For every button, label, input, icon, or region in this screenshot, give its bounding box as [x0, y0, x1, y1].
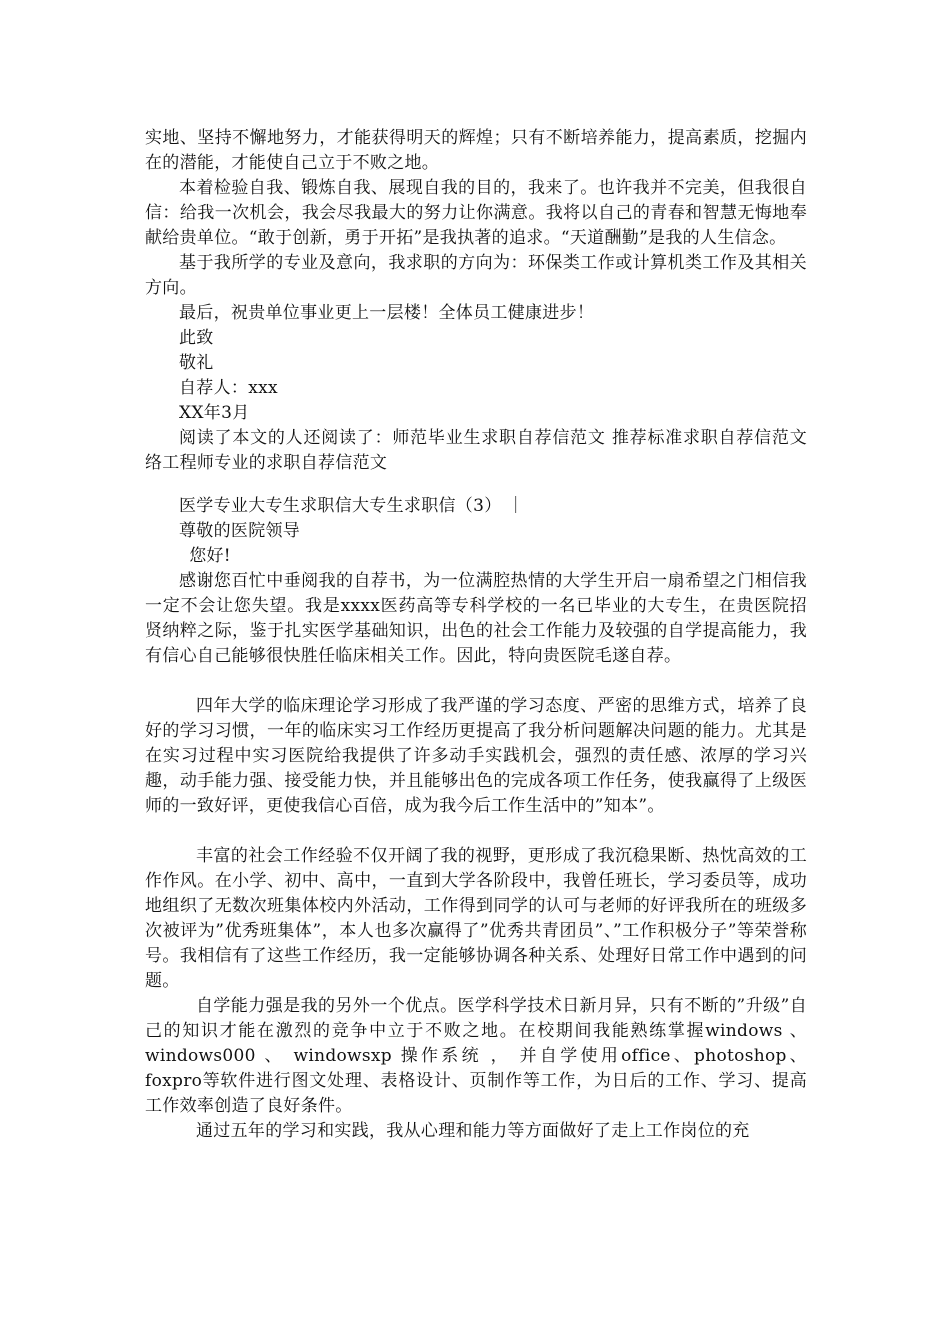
section-title: 医学专业大专生求职信大专生求职信（3） ｜ [179, 496, 525, 516]
paragraph-self-learning: 自学能力强是我的另外一个优点。医学科学技术日新月异，只有不断的”升级”自己的知识才能在激烈的竞争中立于不败之地。在校期间我能熟练掌握windows 、 windows000 、 windowsxp 操作系统 ， 并自学使用office、photoshop、foxpro等软件进行图文处理、表格设计、页制作等工作，为日后的工作、学习、提高工作效率创造了良好条件。 [145, 996, 807, 1116]
date-line: XX年3月 [179, 403, 250, 423]
spacer [145, 476, 807, 494]
document-body [145, 126, 825, 1144]
closing-salutation: 此致 [179, 328, 214, 348]
paragraph-social-work: 丰富的社会工作经验不仅开阔了我的视野，更形成了我沉稳果断、热忱高效的工作作风。在小学、初中、高中，一直到大学各阶段中，我曾任班长，学习委员等，成功地组织了无数次班集体校内外活动，工作得到同学的认可与老师的好评我所在的班级多次被评为”优秀班集体”，本人也多次赢得了”优秀共青团员”、”工作积极分子”等荣誉称号。我相信有了这些工作经历，我一定能够协调各种关系、处理好日常工作中遇到的问题。 [145, 846, 807, 991]
letter-hello: 您好! [189, 546, 231, 566]
paragraph-conclusion: 通过五年的学习和实践，我从心理和能力等方面做好了走上工作岗位的充 [196, 1121, 750, 1141]
spacer [145, 669, 807, 694]
paragraph-purpose: 本着检验自我、锻炼自我、展现自我的目的，我来了。也许我并不完美，但我很自信：给我一次机会，我会尽我最大的努力让你满意。我将以自己的青春和智慧无悔地奉献给贵单位。“敢于创新，勇于开拓”是我执著的追求。“天道酬勤”是我的人生信念。 [145, 178, 807, 248]
paragraph-continuation: 实地、坚持不懈地努力，才能获得明天的辉煌；只有不断培养能力，提高素质，挖掘内在的潜能，才能使自己立于不败之地。 [145, 128, 807, 173]
paragraph-introduction: 感谢您百忙中垂阅我的自荐书，为一位满腔热情的大学生开启一扇希望之门相信我一定不会让您失望。我是xxxx医药高等专科学校的一名已毕业的大专生，在贵医院招贤纳粹之际，鉴于扎实医学基础知识，出色的社会工作能力及较强的自学提高能力，我有信心自己能够很快胜任临床相关工作。因此，特向贵医院毛遂自荐。 [145, 571, 807, 666]
related-articles: 阅读了本文的人还阅读了：师范毕业生求职自荐信范文 推荐标准求职自荐信范文 络工程师专业的求职自荐信范文 [145, 428, 825, 473]
paragraph-closing-wish: 最后，祝贵单位事业更上一层楼！全体员工健康进步！ [179, 303, 595, 323]
closing-regards: 敬礼 [179, 353, 214, 373]
paragraph-study: 四年大学的临床理论学习形成了我严谨的学习态度、严密的思维方式，培养了良好的学习习惯，一年的临床实习工作经历更提高了我分析问题解决问题的能力。尤其是在实习过程中实习医院给我提供了许多动手实践机会，强烈的责任感、浓厚的学习兴趣，动手能力强、接受能力快，并且能够出色的完成各项工作任务，使我赢得了上级医师的一致好评，更使我信心百倍，成为我今后工作生活中的”知本”。 [145, 696, 807, 816]
paragraph-job-direction: 基于我所学的专业及意向，我求职的方向为：环保类工作或计算机类工作及其相关方向。 [145, 253, 807, 298]
letter-greeting: 尊敬的医院领导 [179, 521, 301, 541]
spacer [145, 819, 807, 844]
signature-line: 自荐人：xxx [179, 378, 278, 398]
